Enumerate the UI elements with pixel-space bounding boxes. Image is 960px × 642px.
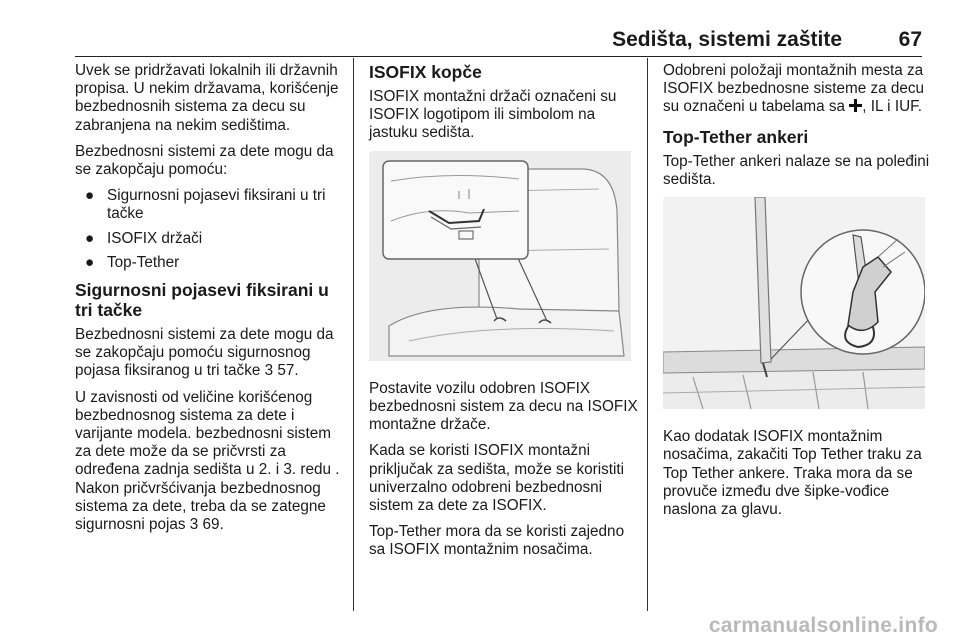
paragraph: Postavite vozilu odobren ISOFIX bezbednosni sistem za decu na ISOFIX montažne držače. (369, 379, 638, 434)
column-3 (663, 62, 931, 527)
paragraph: Top-Tether ankeri nalaze se na poleđini sedišta. (663, 152, 930, 188)
page-reference-link[interactable]: 3 57. (264, 362, 299, 380)
paragraph: U zavisnosti od veličine korišćenog bezbednosnog sistema za dete i varijante modela. bezbednosni sistem za dete može da se pričvrsti za određena zadnja sedišta u 2. i 3. redu . Nakon pričvršćivanja bezbednosnog sistema za dete, treba da se zategne sigurnosni pojas 3 69. (75, 388, 340, 534)
plus-icon (849, 99, 862, 112)
paragraph: Odobreni položaji montažnih mesta za ISOFIX bezbednosne sisteme za decu su označeni u tabelama sa , IL i IUF. (663, 62, 925, 116)
isofix-seat-illustration (369, 151, 639, 366)
list-item: ● Sigurnosni pojasevi fiksirani u tri tačke (85, 187, 326, 223)
column-divider (353, 58, 354, 611)
section-heading: Sigurnosni pojasevi fiksirani u tri tačke (75, 280, 329, 321)
column-divider (647, 58, 648, 611)
section-heading: ISOFIX kopče (369, 62, 482, 82)
paragraph: ISOFIX montažni držači označeni su ISOFIX logotipom ili simbolom na jastuku sedišta. (369, 88, 617, 142)
bullet-list (75, 187, 343, 272)
list-item: ● ISOFIX držači (85, 229, 203, 247)
list-item: ● Top-Tether (85, 253, 180, 271)
paragraph: Kao dodatak ISOFIX montažnim nosačima, zakačiti Top Tether traku za Top Tether ankere. Traka mora da se provuče između dve šipke-vođice naslona za glavu. (663, 428, 922, 519)
bullet-icon: ● (85, 253, 95, 271)
page-title: Sedišta, sistemi zaštite (612, 28, 842, 51)
paragraph: Bezbednosni sistemi za dete mogu da se zakopčaju pomoću sigurnosnog pojasa fiksiranog u tri tačke 3 57. (75, 326, 334, 380)
top-tether-anchor-illustration (663, 197, 931, 414)
paragraph: Kada se koristi ISOFIX montažni priključak za sedišta, može se koristiti univerzalno odobreni bezbednosni sistem za dete za ISOFIX. (369, 442, 625, 515)
bullet-icon: ● (85, 187, 95, 205)
paragraph: Top-Tether mora da se koristi zajedno sa ISOFIX montažnim nosačima. (369, 523, 625, 559)
page-number: 67 (898, 28, 922, 51)
page-header (75, 22, 922, 57)
page-reference-link[interactable]: 3 69. (189, 516, 224, 534)
column-2 (369, 62, 639, 568)
paragraph: Uvek se pridržavati lokalnih ili državnih propisa. U nekim državama, korišćenje bezbednosnih sistema za decu su zabranjena na nekim sedištima. (75, 62, 339, 134)
bullet-icon: ● (85, 229, 95, 247)
column-1 (75, 62, 343, 542)
watermark: carmanualsonline.info (708, 614, 938, 637)
section-heading: Top-Tether ankeri (663, 126, 809, 147)
paragraph: Bezbednosni sistemi za dete mogu da se zakopčaju pomoću: (75, 142, 334, 179)
